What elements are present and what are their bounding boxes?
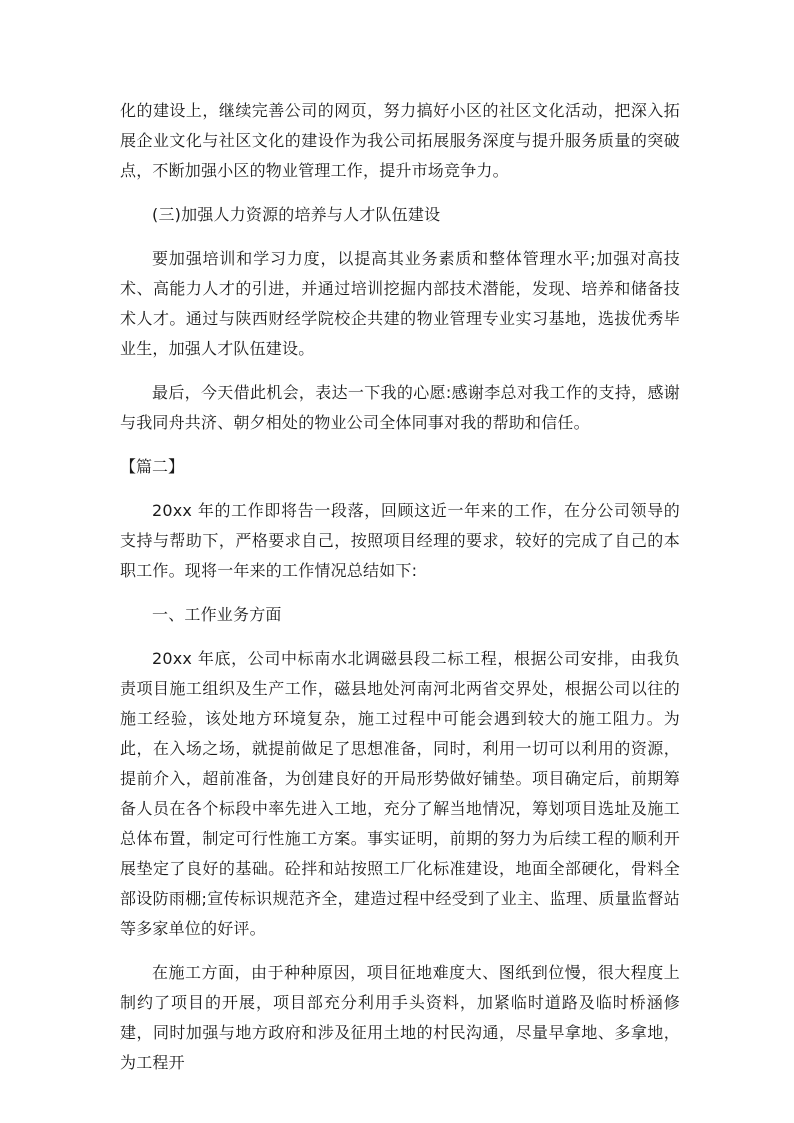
document-body <box>120 96 680 1078</box>
heading-work-business: 一、工作业务方面 <box>152 605 282 624</box>
paragraph-construction: 在施工方面，由于种种原因，项目征地难度大、图纸到位慢，很大程度上制约了项目的开展，项目部充分利用手头资料，加紧临时道路及临时桥涵修建，同时加强与地方政府和涉及征用土地的村民沟通，尽量早拿地、多拿地，为工程开 <box>120 963 680 1072</box>
section-heading-part-two: 【篇二】 <box>120 457 185 476</box>
paragraph-project-start: 20xx 年底，公司中标南水北调磁县段二标工程，根据公司安排，由我负责项目施工组织及生产工作，磁县地处河南河北两省交界处，根据公司以往的施工经验，该处地方环境复杂，施工过程中可能会遇到较大的施工阻力。为此，在入场之场，就提前做足了思想准备，同时，利用一切可以利用的资源，提前介入，超前准备，为创建良好的开局形势做好铺垫。项目确定后，前期筹备人员在各个标段中率先进入工地，充分了解当地情况，筹划项目选址及施工总体布置，制定可行性施工方案。事实证明，前期的努力为后续工程的顺利开展垫定了良好的基础。砼拌和站按照工厂化标准建设，地面全部硬化，骨料全部设防雨棚;宣传标识规范齐全，建造过程中经受到了业主、监理、质量监督站等多家单位的好评。 <box>120 649 680 938</box>
heading-talent-development: (三)加强人力资源的培养与人才队伍建设 <box>152 205 441 224</box>
paragraph-training: 要加强培训和学习力度，以提高其业务素质和整体管理水平;加强对高技术、高能力人才的引进，并通过培训挖掘内部技术潜能，发现、培养和储备技术人才。通过与陕西财经学院校企共建的物业管理专业实习基地，选拔优秀毕业生，加强人才队伍建设。 <box>120 249 680 358</box>
paragraph-closing-thanks: 最后，今天借此机会，表达一下我的心愿:感谢李总对我工作的支持，感谢与我同舟共济、朝夕相处的物业公司全体同事对我的帮助和信任。 <box>120 383 680 432</box>
paragraph-community-culture: 化的建设上，继续完善公司的网页，努力搞好小区的社区文化活动，把深入拓展企业文化与社区文化的建设作为我公司拓展服务深度与提升服务质量的突破点，不断加强小区的物业管理工作，提升市场竞争力。 <box>120 101 680 180</box>
paragraph-year-summary-intro: 20xx 年的工作即将告一段落，回顾这近一年来的工作，在分公司领导的支持与帮助下，严格要求自己，按照项目经理的要求，较好的完成了自己的本职工作。现将一年来的工作情况总结如下: <box>120 501 680 580</box>
